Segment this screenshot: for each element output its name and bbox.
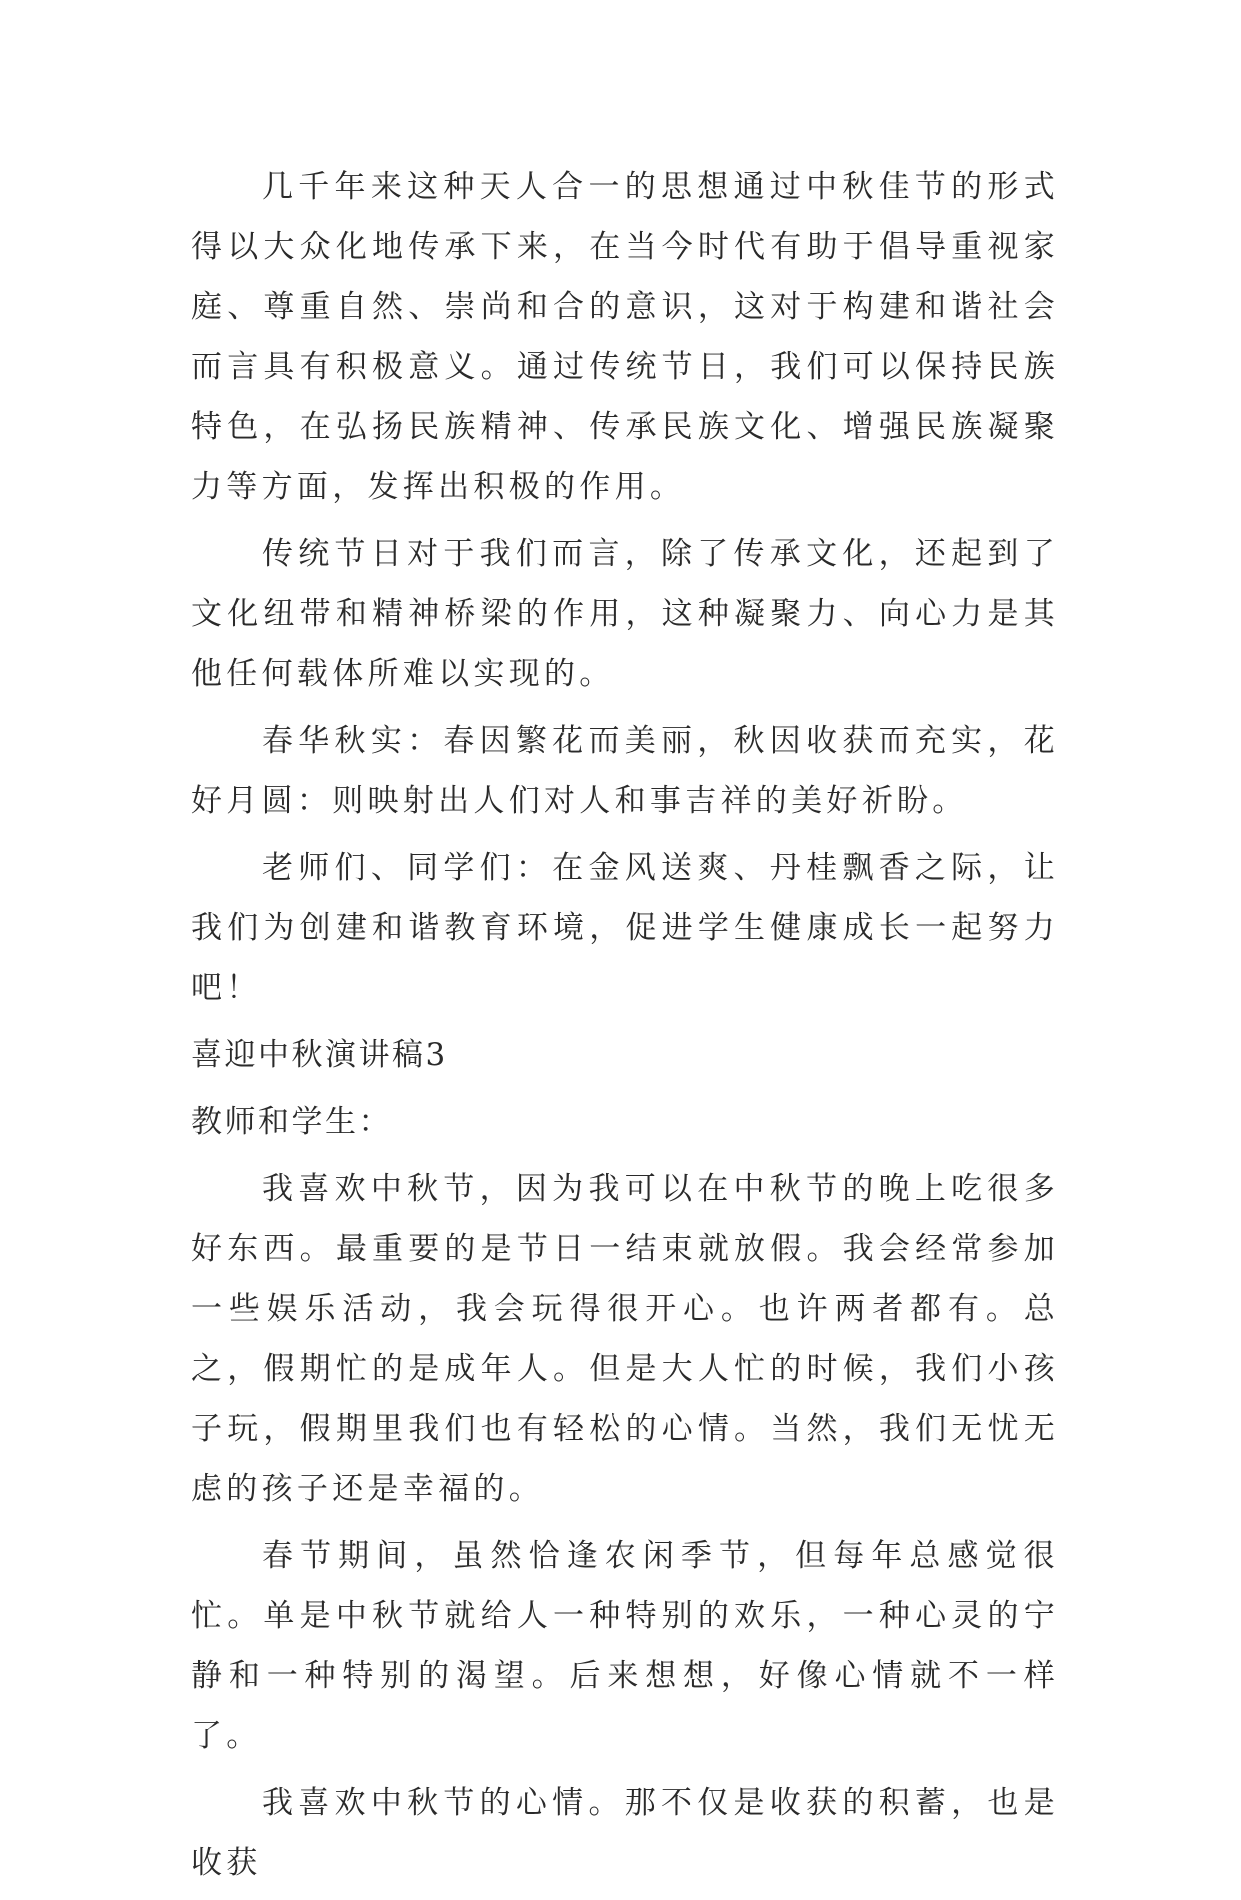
- paragraph-spring-festival: 春节期间，虽然恰逢农闲季节，但每年总感觉很忙。单是中秋节就给人一种特别的欢乐，一种心灵的宁静和一种特别的渴望。后来想想，好像心情就不一样了。: [191, 1538, 1059, 1754]
- paragraph-call-to-action: 老师们、同学们：在金风送爽、丹桂飘香之际，让我们为创建和谐教育环境，促进学生健康成长一起努力吧！: [191, 850, 1059, 1006]
- paragraph-spring-autumn: 春华秋实：春因繁花而美丽，秋因收获而充实，花好月圆：则映射出人们对人和事吉祥的美好祈盼。: [191, 723, 1059, 819]
- paragraph-tradition-harmony: 几千年来这种天人合一的思想通过中秋佳节的形式得以大众化地传承下来，在当今时代有助于倡导重视家庭、尊重自然、崇尚和合的意识，这对于构建和谐社会而言具有积极意义。通过传统节日，我们可以保持民族特色，在弘扬民族精神、传承民族文化、增强民族凝聚力等方面，发挥出积极的作用。: [191, 169, 1059, 505]
- paragraph-cultural-bond: 传统节日对于我们而言，除了传承文化，还起到了文化纽带和精神桥梁的作用，这种凝聚力、向心力是其他任何载体所难以实现的。: [191, 536, 1059, 692]
- paragraph-love-mid-autumn: 我喜欢中秋节，因为我可以在中秋节的晚上吃很多好东西。最重要的是节日一结束就放假。我会经常参加一些娱乐活动，我会玩得很开心。也许两者都有。总之，假期忙的是成年人。但是大人忙的时候，我们小孩子玩，假期里我们也有轻松的心情。当然，我们无忧无虑的孩子还是幸福的。: [191, 1171, 1059, 1507]
- paragraph-mood: 我喜欢中秋节的心情。那不仅是收获的积蓄，也是收获: [191, 1785, 1059, 1881]
- document-page: [191, 157, 1059, 1900]
- speech-salutation: 教师和学生：: [191, 1104, 392, 1140]
- speech-heading: 喜迎中秋演讲稿3: [191, 1037, 448, 1073]
